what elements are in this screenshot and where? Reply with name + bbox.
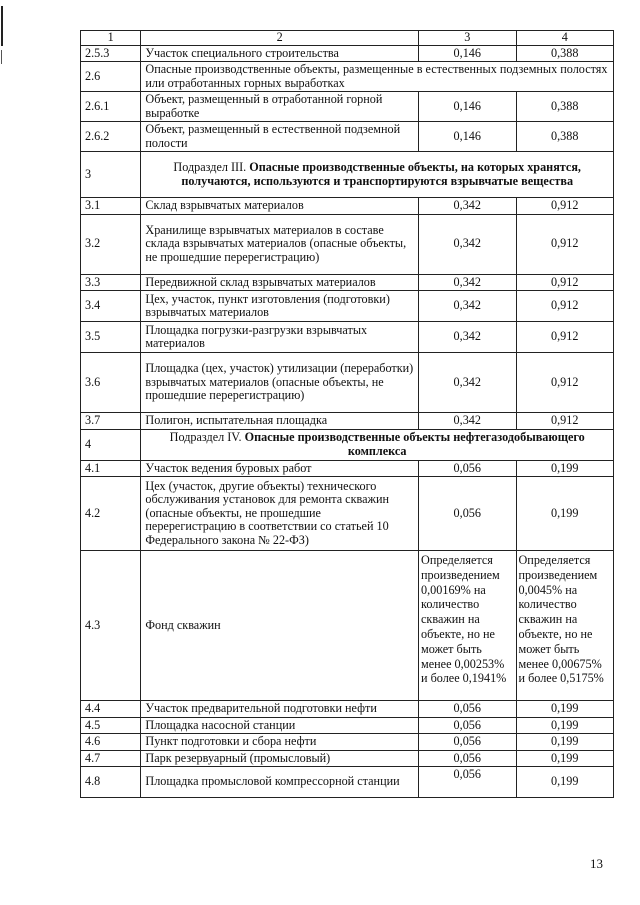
row-number: 4.8 xyxy=(81,767,141,798)
row-description: Цех (участок, другие объекты) технического обслуживания установок для ремонта скважин (опасные объекты, не прошедшие перерегистрацию в соответствии со статьей 10 Федерального закона № 22-ФЗ) xyxy=(141,477,419,551)
section-title xyxy=(141,152,614,198)
section-row xyxy=(81,152,614,198)
row-description: Площадка промысловой компрессорной станции xyxy=(141,767,419,798)
row-value-col3: 0,342 xyxy=(419,214,516,274)
row-value-col3: 0,342 xyxy=(419,198,516,215)
row-description: Хранилище взрывчатых материалов в составе склада взрывчатых материалов (опасные объекты, не прошедшие перерегистрацию) xyxy=(141,214,419,274)
row-number: 3.4 xyxy=(81,291,141,322)
margin-binding-mark xyxy=(1,6,3,46)
row-value-col3: 0,056 xyxy=(419,734,516,751)
table-row xyxy=(81,92,614,122)
table-row xyxy=(81,767,614,798)
row-value-col4: 0,912 xyxy=(516,214,614,274)
row-value-col4: 0,199 xyxy=(516,460,614,477)
table-row xyxy=(81,122,614,152)
row-value-col4: 0,912 xyxy=(516,291,614,322)
row-description: Цех, участок, пункт изготовления (подготовки) взрывчатых материалов xyxy=(141,291,419,322)
row-value-col3: 0,056 xyxy=(419,477,516,551)
row-description: Передвижной склад взрывчатых материалов xyxy=(141,274,419,291)
table-row xyxy=(81,353,614,413)
table-row xyxy=(81,214,614,274)
row-value-col4: 0,199 xyxy=(516,767,614,798)
row-description: Парк резервуарный (промысловый) xyxy=(141,750,419,767)
row-value-col3: 0,056 xyxy=(419,750,516,767)
row-value-col3: 0,342 xyxy=(419,322,516,353)
section-row xyxy=(81,429,614,460)
row-value-col3: 0,056 xyxy=(419,460,516,477)
row-value-col3: 0,056 xyxy=(419,701,516,718)
row-value-col4: 0,912 xyxy=(516,353,614,413)
row-group-title: Опасные производственные объекты, размещенные в естественных подземных полостях или отработанных горных выработках xyxy=(141,62,614,92)
row-description: Пункт подготовки и сбора нефти xyxy=(141,734,419,751)
row-formula-col3: Определяется произведением 0,00169% на количество скважин на объекте, но не может быть менее 0,00253% и более 0,1941% xyxy=(419,551,516,701)
row-number: 4.4 xyxy=(81,701,141,718)
row-value-col4: 0,199 xyxy=(516,750,614,767)
table-row xyxy=(81,551,614,701)
section-title xyxy=(141,429,614,460)
row-value-col3: 0,342 xyxy=(419,274,516,291)
row-value-col4: 0,199 xyxy=(516,701,614,718)
header-cell: 1 xyxy=(81,31,141,46)
row-description: Площадка (цех, участок) утилизации (переработки) взрывчатых материалов (опасные объекты, не прошедшие перерегистрацию) xyxy=(141,353,419,413)
row-number: 3.2 xyxy=(81,214,141,274)
row-value-col4: 0,388 xyxy=(516,92,614,122)
section-prefix: Подраздел IV. xyxy=(169,430,245,444)
header-cell: 3 xyxy=(419,31,516,46)
row-description: Участок предварительной подготовки нефти xyxy=(141,701,419,718)
row-description: Площадка насосной станции xyxy=(141,717,419,734)
table-header-row xyxy=(81,31,614,46)
row-number: 4.2 xyxy=(81,477,141,551)
row-value-col4: 0,388 xyxy=(516,122,614,152)
row-description: Объект, размещенный в естественной подземной полости xyxy=(141,122,419,152)
row-value-col4: 0,199 xyxy=(516,477,614,551)
row-description: Полигон, испытательная площадка xyxy=(141,413,419,430)
row-value-col4: 0,912 xyxy=(516,413,614,430)
row-value-col3: 0,146 xyxy=(419,45,516,62)
row-value-col4: 0,912 xyxy=(516,274,614,291)
row-value-col3: 0,146 xyxy=(419,92,516,122)
row-number: 3.1 xyxy=(81,198,141,215)
row-number: 3.6 xyxy=(81,353,141,413)
row-number: 4.3 xyxy=(81,551,141,701)
row-number: 4.6 xyxy=(81,734,141,751)
row-value-col4: 0,912 xyxy=(516,198,614,215)
row-value-col3: 0,056 xyxy=(419,717,516,734)
table-row xyxy=(81,291,614,322)
section-prefix: Подраздел III. xyxy=(173,160,250,174)
row-description: Склад взрывчатых материалов xyxy=(141,198,419,215)
row-number: 2.5.3 xyxy=(81,45,141,62)
table-row xyxy=(81,477,614,551)
row-description: Площадка погрузки-разгрузки взрывчатых материалов xyxy=(141,322,419,353)
row-value-col4: 0,388 xyxy=(516,45,614,62)
section-heading: Опасные производственные объекты нефтегазодобывающего комплекса xyxy=(244,430,585,458)
table-row xyxy=(81,198,614,215)
row-value-col3: 0,146 xyxy=(419,122,516,152)
table-row xyxy=(81,717,614,734)
section-heading: Опасные производственные объекты, на которых хранятся, получаются, используются и транспортируются взрывчатые вещества xyxy=(181,160,581,188)
row-number: 3.3 xyxy=(81,274,141,291)
row-number: 4.5 xyxy=(81,717,141,734)
row-value-col4: 0,199 xyxy=(516,717,614,734)
header-cell: 2 xyxy=(141,31,419,46)
row-description: Объект, размещенный в отработанной горной выработке xyxy=(141,92,419,122)
row-formula-col4: Определяется произведением 0,0045% на количество скважин на объекте, но не может быть менее 0,00675% и более 0,5175% xyxy=(516,551,614,701)
table-row xyxy=(81,734,614,751)
table-row xyxy=(81,750,614,767)
row-value-col3: 0,056 xyxy=(419,767,516,798)
table-row xyxy=(81,62,614,92)
table-row xyxy=(81,413,614,430)
row-value-col3: 0,342 xyxy=(419,413,516,430)
row-value-col4: 0,912 xyxy=(516,322,614,353)
tariff-table xyxy=(80,30,614,798)
table-row xyxy=(81,45,614,62)
row-number: 4 xyxy=(81,429,141,460)
table-row xyxy=(81,274,614,291)
row-value-col3: 0,342 xyxy=(419,353,516,413)
row-number: 3.5 xyxy=(81,322,141,353)
header-cell: 4 xyxy=(516,31,614,46)
row-number: 2.6.1 xyxy=(81,92,141,122)
row-description: Участок специального строительства xyxy=(141,45,419,62)
table-row xyxy=(81,322,614,353)
row-value-col4: 0,199 xyxy=(516,734,614,751)
page-number: 13 xyxy=(590,856,603,871)
row-value-col3: 0,342 xyxy=(419,291,516,322)
margin-binding-mark-small xyxy=(1,50,2,64)
row-description: Участок ведения буровых работ xyxy=(141,460,419,477)
row-number: 3 xyxy=(81,152,141,198)
table-row xyxy=(81,460,614,477)
row-description: Фонд скважин xyxy=(141,551,419,701)
table-row xyxy=(81,701,614,718)
row-number: 4.1 xyxy=(81,460,141,477)
row-number: 3.7 xyxy=(81,413,141,430)
row-number: 4.7 xyxy=(81,750,141,767)
row-number: 2.6.2 xyxy=(81,122,141,152)
row-number: 2.6 xyxy=(81,62,141,92)
